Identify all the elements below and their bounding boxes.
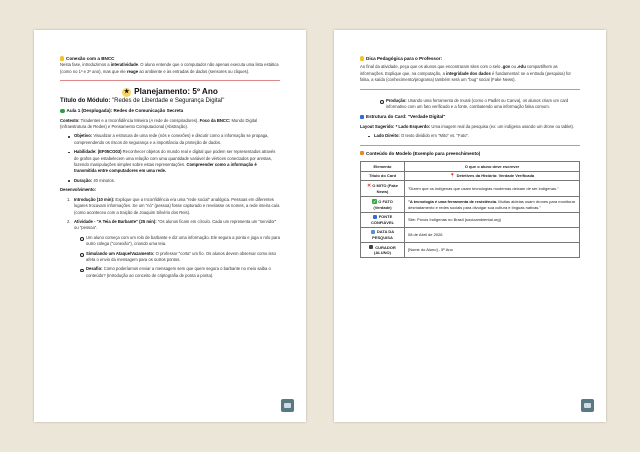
table-row [361,171,580,181]
lightbulb-icon [360,56,364,61]
green-circle-icon [60,109,65,114]
pin-icon: 📍 [449,173,456,179]
lesson-heading: Aula 1 (Desplugada): Redes de Comunicação Secreta [60,108,280,114]
cross-mark-icon: ✕ [366,182,372,189]
table-value-cell: [Nome do Aluno] - 5º Ano [405,243,580,258]
pin-icon [360,115,364,119]
development-heading: Desenvolvimento: [60,187,97,193]
check-mark-icon: ✓ [372,199,377,205]
card-structure-heading: Estrutura do Card: "Verdade Digital" [360,114,580,120]
bncc-heading: Conexão com a BNCC [60,56,280,62]
layout-paragraph: Layout Sugerido: * Lado Esquerdo: Uma imagem real da pesquisa (ex: um indígena usando um drone ou tablet). [360,123,575,129]
document-page-2 [334,30,606,422]
development-steps [67,196,280,232]
divider [360,145,580,146]
table-row [361,243,580,258]
link-icon [373,215,377,219]
table-value-cell: Site: Povos Indígenas no Brasil (socioambiental.org) [405,212,580,227]
star-icon: ★ [123,88,130,95]
list-item: Desafio: Como poderíamos enviar a mensagem sem que quem segura o barbante no meio saiba o conteúdo? (Introdução ao conceito de criptografia de ponta a ponta). [86,266,280,279]
table-label-cell: DATA DA PESQUISA [361,227,405,242]
table-value-cell: 📍 Detetives da História: Verdade Verificada [405,171,580,181]
model-heading: Conteúdo do Modelo (Exemplo para preenchimento) [360,151,580,157]
table-label-cell: FONTE CONFIÁVEL [361,212,405,227]
table-label-cell: Título do Card [361,171,405,181]
table-header-row [361,162,580,172]
list-item: 2. Atividade - "A Teia de Barbante" (25 min): "Os alunos ficam em círculo. Cada um representa um "servidor" ou "pessoa". [67,218,277,231]
divider [60,80,280,81]
tip-paragraph: Ao final da atividade, peça que os alunos que encontraram sites com o selo .gov ou .edu compartilhem as informações. Explique que, na computação, a integridade dos dados é fundamental: se a entrada (pesquisa) for falsa, a saída (conhecimento/programa) também será um "bug" social (Fake News). [360,64,571,83]
layout-list [374,133,580,139]
table-label-cell: ✕ O MITO (Fake News) [361,181,405,197]
table-row [361,197,580,212]
model-table [360,161,580,258]
production-list [386,98,580,111]
list-item: Lado Direito: O texto dividido em "Mito" vs. "Fato". [374,133,580,139]
table-value-cell: "Dizem que os indígenas que usam tecnologias modernas deixam de ser indígenas." [405,181,580,197]
list-item: Objetivo: Visualizar a estrutura de uma rede (nós e conexões) e discutir como a informação se propaga, compreendendo os riscos de segurança e a importância da proteção de dados. [74,133,280,146]
footer-logo-icon [581,399,594,412]
list-item: Produção: Usando uma ferramenta de mural (como o Padlet ou Canva), os alunos criam um card informativo com um fato verificado e a fonte, combatendo uma informação falsa comum. [386,98,580,111]
list-item: Um aluno começa com um rolo de barbante e diz uma informação. Ele segura a ponta e joga o rolo para outro colega ("conexão"), criando uma teia. [86,234,280,247]
user-icon [369,245,373,249]
table-header-cell: O que o aluno deve escrever [405,162,580,172]
context-paragraph: Contexto: Tiradentes e a Inconfidência Mineira (A rede de conspiradores). Foco da BNCC: Mundo Digital (Infraestrutura de Redes) e Pensamento Computacional (Abstração). [60,117,258,130]
bncc-paragraph: Nesta fase, introduzimos a interatividade. O aluno entende que o computador não apenas executa uma lista estática (como no 1º e 2º ano), mas que ele reage ao ambiente e às entradas de dados (sensores ou cliques). [60,62,279,74]
activity-sublist [86,235,280,279]
tip-heading: Dica Pedagógica para o Professor: [360,56,580,62]
clipboard-icon [360,151,364,155]
list-item: Habilidade: (EF05CO03) Reconhecer objetos do mundo real e digital que podem ser representados através de grafos que estabelecem uma relação com uma quantidade variável de vértices conectados por arestas, fazendo manipulações simples sobre estas representações. Compreender como a informação é transmitida entre computadores em uma rede. [74,149,280,175]
list-item: 1. Introdução (10 min): Explique que a Inconfidência era uma "rede social" analógica. Pessoas em diferentes lugares trocavam informações. Se um "nó" (pessoa) fosse capturado e revelasse os nomes, a rede inteira caía (como aconteceu com a traição de Joaquim Silvério dos Reis). [67,196,280,215]
calendar-icon [371,230,375,234]
table-value-cell: "A tecnologia é uma ferramenta de resistência. Muitas aldeias usam drones para monitorar desmatamento e redes sociais para divulgar sua cultura e línguas nativas." [405,197,580,212]
table-label-cell: CURADOR (ALUNO) [361,243,405,258]
list-item: Duração: 40 minutos. [74,178,280,184]
table-row [361,227,580,242]
table-row [361,212,580,227]
plan-title: ★ Planejamento: 5º Ano [123,87,218,97]
footer-logo-icon [281,399,294,412]
table-label-cell: ✓ O FATO (Verdade) [361,197,405,212]
table-row [361,181,580,197]
lightbulb-icon [60,56,64,61]
table-header-cell: Elemento [361,162,405,172]
table-value-cell: 08 de Abril de 2026 [405,227,580,242]
lesson-details-list [74,133,280,184]
module-title: Título do Módulo: "Redes de Liberdade e Segurança Digital" [60,98,225,105]
list-item: Simulando um Ataque/Vazamento: O professor "corta" um fio. Os alunos devem observar como isso afeta o envio da mensagem para os outros pontos. [86,251,280,264]
document-page-1 [34,30,306,422]
divider [360,89,580,90]
